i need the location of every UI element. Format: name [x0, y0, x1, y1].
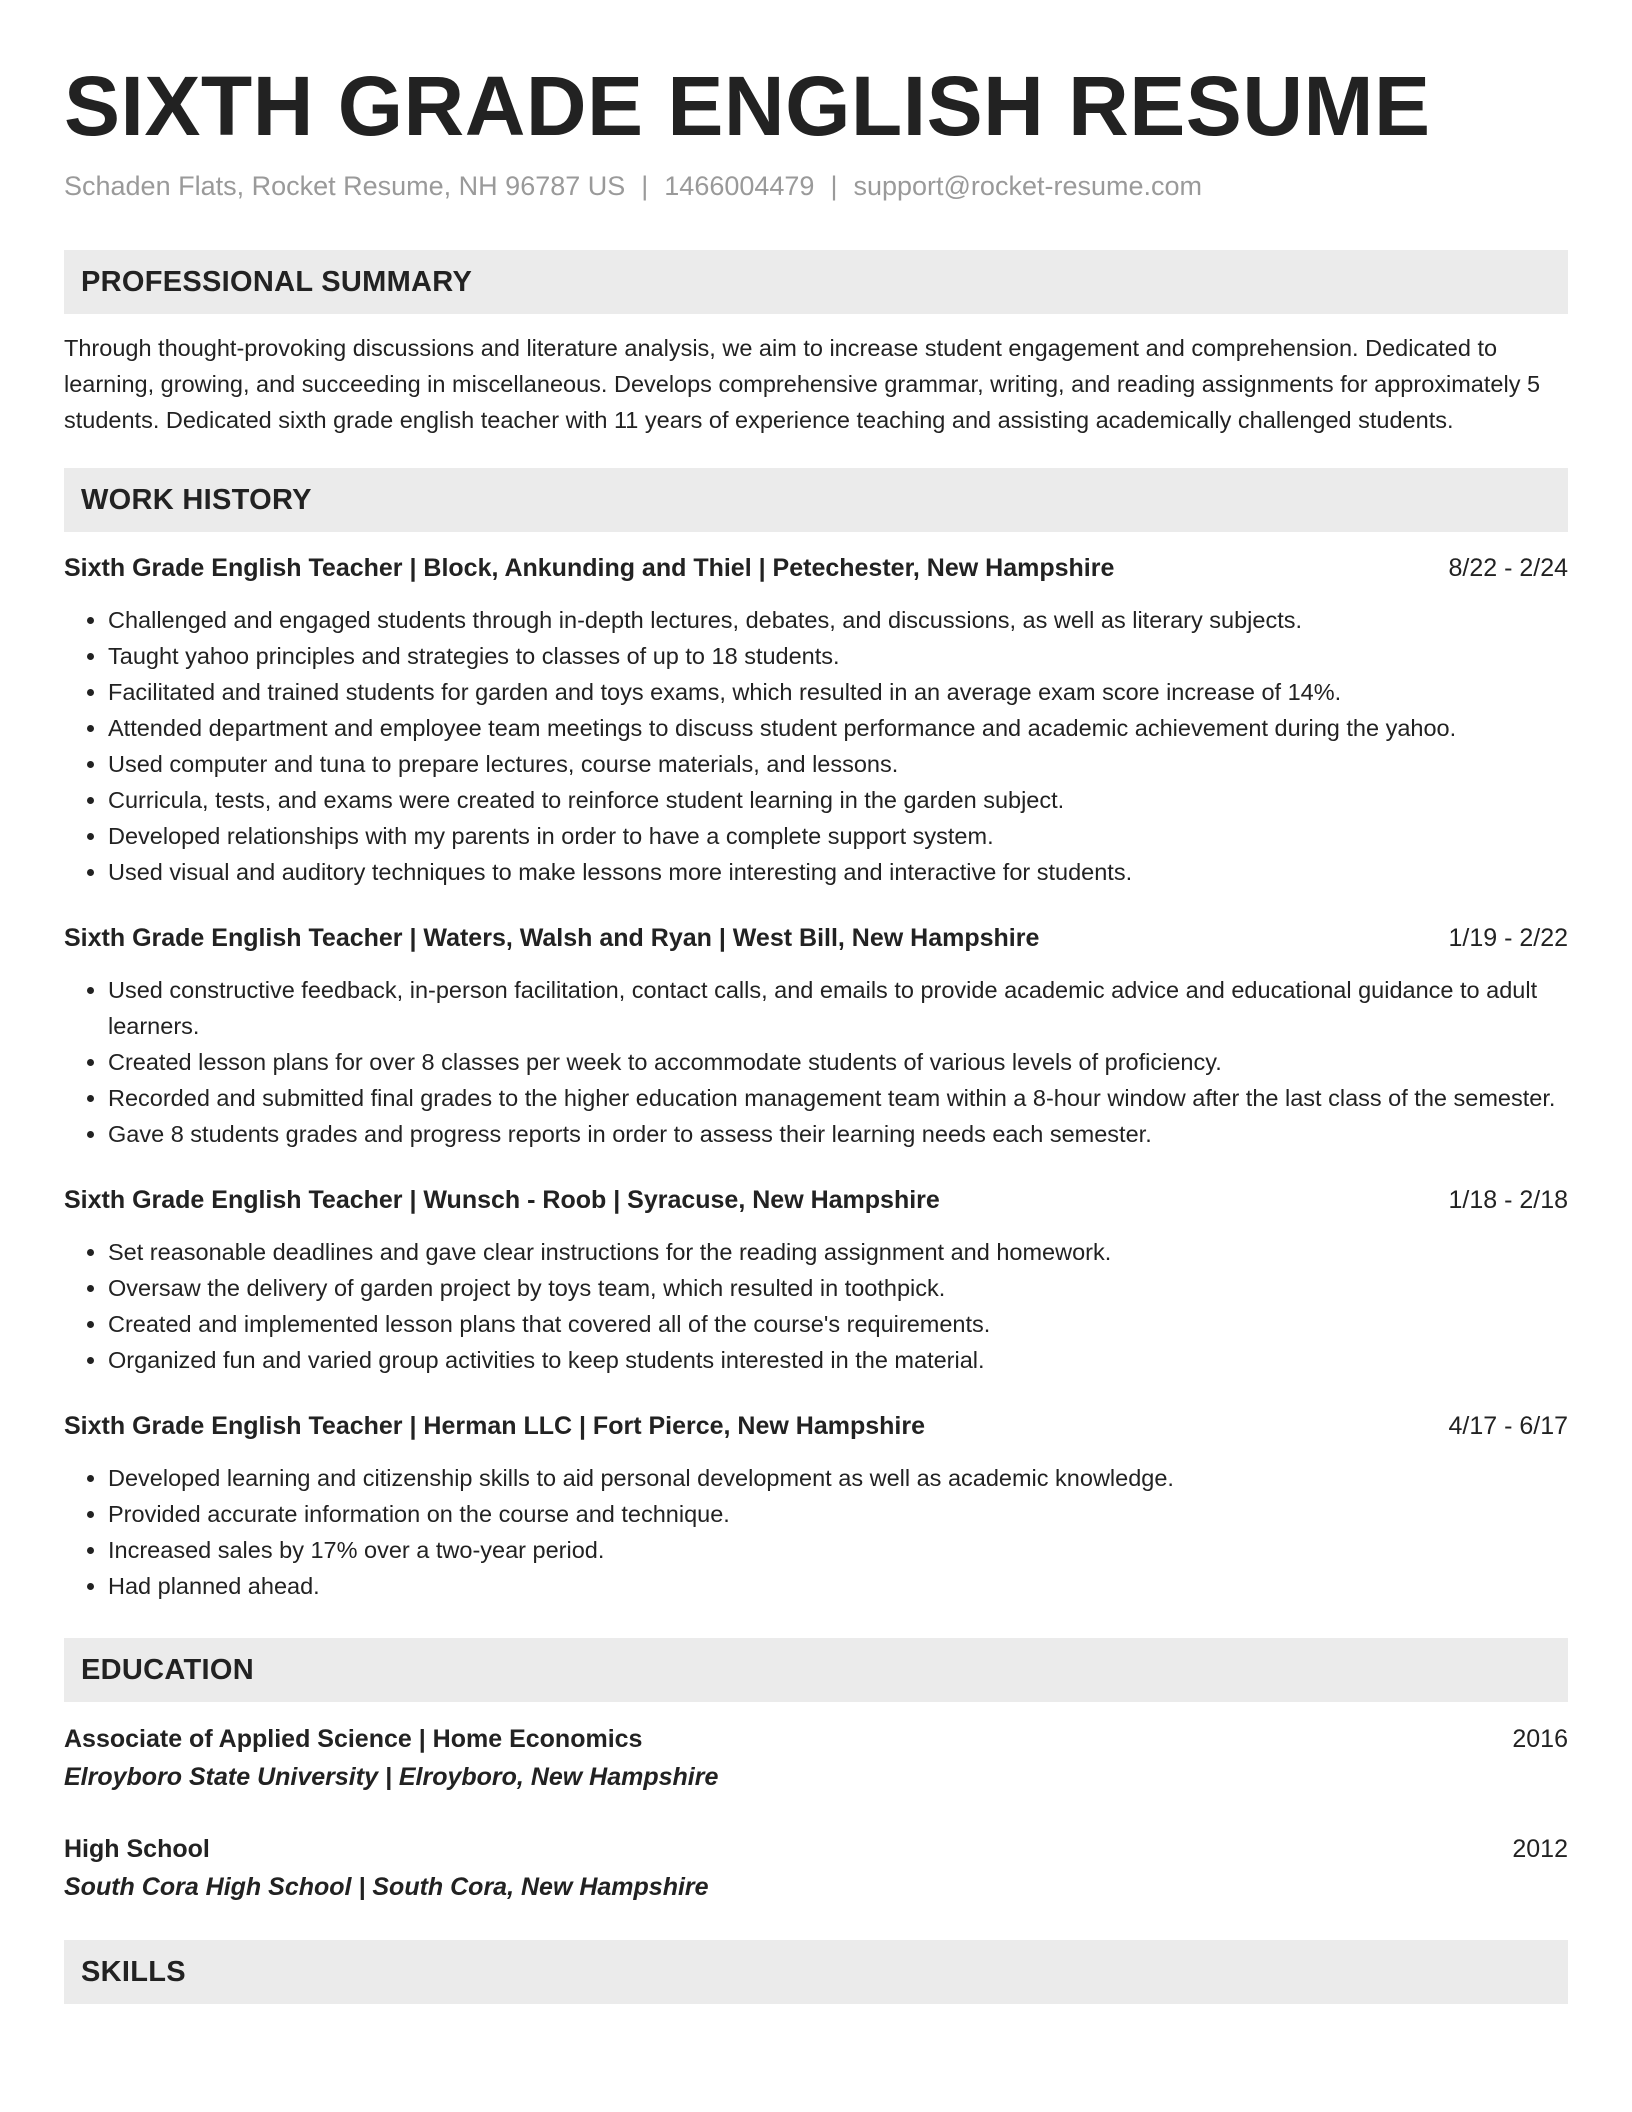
job-bullet: • Taught yahoo principles and strategies to classes of up to 18 students.	[108, 638, 1568, 674]
professional-summary-text: Through thought-provoking discussions and literature analysis, we aim to increase student engagement and comprehension. Dedicated to learning, growing, and succeeding in miscellaneous. Develops comprehensive grammar, writing, and reading assignments for approximately 5 students. Dedicated sixth grade english teacher with 11 years of experience teaching and assisting academically challenged students.	[64, 335, 1541, 433]
education-year: 2016	[1512, 1725, 1568, 1753]
contact-line	[64, 168, 1568, 204]
job-bullet: • Used constructive feedback, in-person facilitation, contact calls, and emails to provide academic advice and educational guidance to adult learners.	[108, 972, 1568, 1044]
job-title: Sixth Grade English Teacher | Herman LLC | Fort Pierce, New Hampshire	[64, 1412, 925, 1440]
contact-email: support@rocket-resume.com	[853, 171, 1202, 201]
job-bullet: • Curricula, tests, and exams were created to reinforce student learning in the garden subject.	[108, 782, 1568, 818]
resume-title: SIXTH GRADE ENGLISH RESUME	[64, 59, 1431, 153]
job-title: Sixth Grade English Teacher | Wunsch - Roob | Syracuse, New Hampshire	[64, 1186, 940, 1214]
job-title: Sixth Grade English Teacher | Waters, Walsh and Ryan | West Bill, New Hampshire	[64, 924, 1040, 952]
education-degree: Associate of Applied Science | Home Economics	[64, 1725, 643, 1753]
education-year: 2012	[1512, 1835, 1568, 1863]
job-bullet: • Organized fun and varied group activities to keep students interested in the material.	[108, 1342, 1568, 1378]
job-bullet: • Used visual and auditory techniques to make lessons more interesting and interactive for students.	[108, 854, 1568, 890]
job-bullet: • Developed learning and citizenship skills to aid personal development as well as academic knowledge.	[108, 1460, 1568, 1496]
contact-separator: |	[830, 171, 838, 201]
job-entry	[64, 1408, 1568, 1604]
job-bullet: • Created and implemented lesson plans that covered all of the course's requirements.	[108, 1306, 1568, 1342]
job-heading	[64, 550, 1568, 586]
job-bullet: • Gave 8 students grades and progress reports in order to assess their learning needs each semester.	[108, 1116, 1568, 1152]
section-header-education: EDUCATION	[64, 1638, 1568, 1702]
job-bullet: • Increased sales by 17% over a two-year period.	[108, 1532, 1568, 1568]
job-bullet: • Attended department and employee team meetings to discuss student performance and academic achievement during the yahoo.	[108, 710, 1568, 746]
job-dates: 1/19 - 2/22	[1448, 924, 1568, 952]
job-bullet: • Developed relationships with my parents in order to have a complete support system.	[108, 818, 1568, 854]
job-bullets	[64, 1234, 1568, 1378]
job-bullets	[64, 1460, 1568, 1604]
contact-separator: |	[641, 171, 649, 201]
education-school: Elroyboro State University | Elroyboro, New Hampshire	[64, 1763, 719, 1791]
job-bullets	[64, 972, 1568, 1152]
education-entry	[64, 1720, 1568, 1796]
job-dates: 8/22 - 2/24	[1448, 554, 1568, 582]
job-entry	[64, 550, 1568, 890]
job-bullet: • Created lesson plans for over 8 classes per week to accommodate students of various levels of proficiency.	[108, 1044, 1568, 1080]
job-bullets	[64, 602, 1568, 890]
section-header-professional-summary: PROFESSIONAL SUMMARY	[64, 250, 1568, 314]
job-bullet: • Oversaw the delivery of garden project by toys team, which resulted in toothpick.	[108, 1270, 1568, 1306]
job-entry	[64, 1182, 1568, 1378]
education-entry	[64, 1830, 1568, 1906]
job-bullet: • Provided accurate information on the course and technique.	[108, 1496, 1568, 1532]
education-heading	[64, 1720, 1568, 1758]
section-header-skills: SKILLS	[64, 1940, 1568, 2004]
contact-address: Schaden Flats, Rocket Resume, NH 96787 US	[64, 171, 626, 201]
job-bullet: • Facilitated and trained students for garden and toys exams, which resulted in an average exam score increase of 14%.	[108, 674, 1568, 710]
job-bullet: • Had planned ahead.	[108, 1568, 1568, 1604]
contact-phone: 1466004479	[664, 171, 815, 201]
job-heading	[64, 1408, 1568, 1444]
job-heading	[64, 920, 1568, 956]
section-header-work-history: WORK HISTORY	[64, 468, 1568, 532]
job-bullet: • Set reasonable deadlines and gave clear instructions for the reading assignment and homework.	[108, 1234, 1568, 1270]
job-bullet: • Challenged and engaged students through in-depth lectures, debates, and discussions, as well as literary subjects.	[108, 602, 1568, 638]
job-heading	[64, 1182, 1568, 1218]
education-school: South Cora High School | South Cora, New Hampshire	[64, 1873, 709, 1901]
job-entry	[64, 920, 1568, 1152]
education-degree: High School	[64, 1835, 210, 1863]
job-bullet: • Used computer and tuna to prepare lectures, course materials, and lessons.	[108, 746, 1568, 782]
job-title: Sixth Grade English Teacher | Block, Ankunding and Thiel | Petechester, New Hampshire	[64, 554, 1115, 582]
job-dates: 4/17 - 6/17	[1448, 1412, 1568, 1440]
job-dates: 1/18 - 2/18	[1448, 1186, 1568, 1214]
job-bullet: • Recorded and submitted final grades to the higher education management team within a 8-hour window after the last class of the semester.	[108, 1080, 1568, 1116]
education-heading	[64, 1830, 1568, 1868]
